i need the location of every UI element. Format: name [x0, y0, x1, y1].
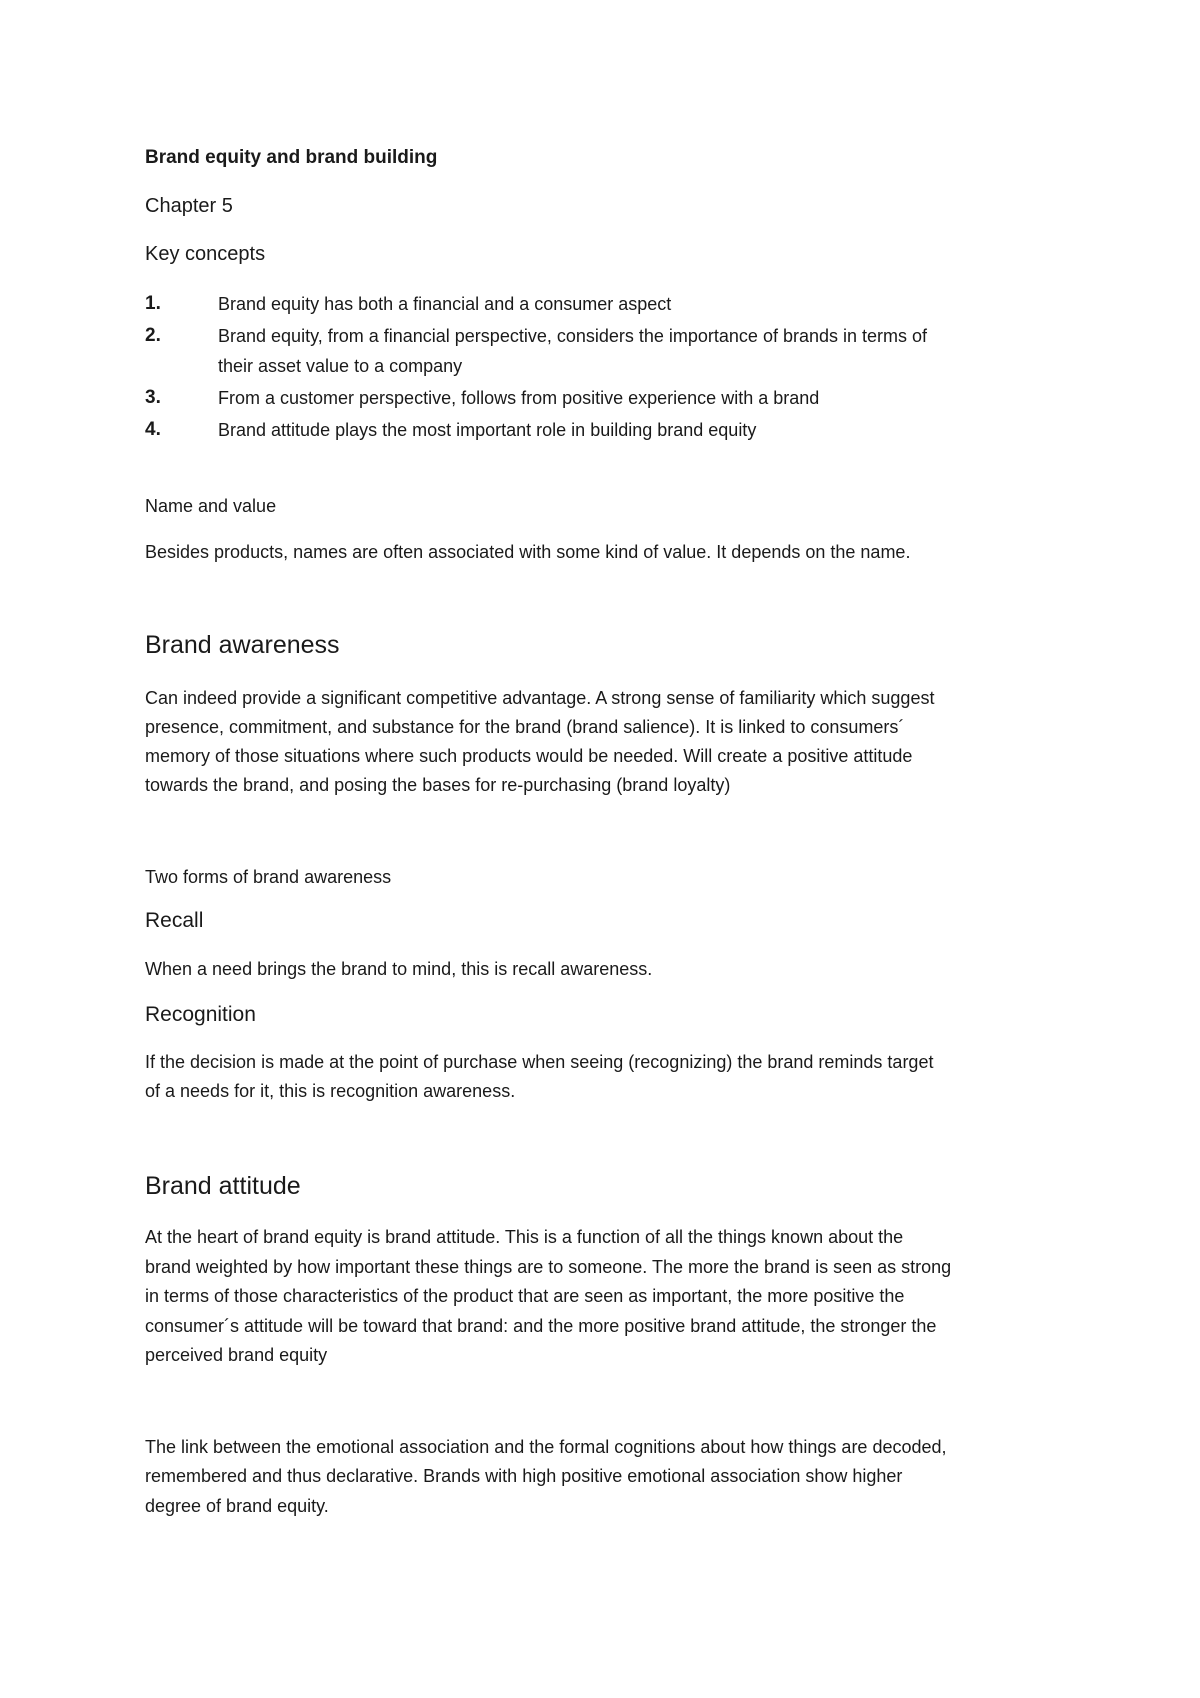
list-item-text: their asset value to a company: [218, 356, 463, 376]
key-concepts-heading: Key concepts: [145, 243, 266, 265]
paragraph-line: presence, commitment, and substance for the brand (brand salience). It is linked to consumers´: [145, 717, 905, 737]
list-item-text: From a customer perspective, follows from positive experience with a brand: [218, 388, 820, 408]
list-item-text: Brand equity has both a financial and a consumer aspect: [218, 294, 672, 314]
paragraph-line: degree of brand equity.: [145, 1496, 329, 1516]
document-title: Brand equity and brand building: [145, 147, 438, 168]
brand-attitude-heading: Brand attitude: [145, 1172, 301, 1200]
paragraph-line: towards the brand, and posing the bases for re-purchasing (brand loyalty): [145, 775, 731, 795]
paragraph-line: Can indeed provide a significant competitive advantage. A strong sense of familiarity which suggest: [145, 688, 935, 708]
brand-awareness-heading: Brand awareness: [145, 631, 340, 659]
recognition-heading: Recognition: [145, 1003, 256, 1026]
chapter-label: Chapter 5: [145, 195, 233, 217]
paragraph-line: of a needs for it, this is recognition awareness.: [145, 1081, 516, 1101]
name-value-text: Besides products, names are often associated with some kind of value. It depends on the name.: [145, 542, 911, 562]
name-value-heading: Name and value: [145, 496, 277, 516]
recall-text: When a need brings the brand to mind, this is recall awareness.: [145, 959, 653, 979]
paragraph-line: consumer´s attitude will be toward that brand: and the more positive brand attitude, the stronger the: [145, 1316, 937, 1336]
paragraph-line: memory of those situations where such products would be needed. Will create a positive attitude: [145, 746, 913, 766]
paragraph-line: perceived brand equity: [145, 1345, 328, 1365]
two-forms-heading: Two forms of brand awareness: [145, 867, 392, 887]
paragraph-line: brand weighted by how important these things are to someone. The more the brand is seen as strong: [145, 1257, 952, 1277]
list-number: 1.: [145, 293, 161, 314]
list-number: 3.: [145, 387, 161, 408]
paragraph-line: If the decision is made at the point of purchase when seeing (recognizing) the brand reminds target: [145, 1052, 934, 1072]
recall-heading: Recall: [145, 909, 204, 932]
paragraph-line: The link between the emotional association and the formal cognitions about how things are decoded,: [145, 1437, 947, 1457]
paragraph-line: in terms of those characteristics of the product that are seen as important, the more positive the: [145, 1286, 905, 1306]
list-number: 4.: [145, 419, 161, 440]
list-number: 2.: [145, 325, 161, 346]
paragraph-line: At the heart of brand equity is brand attitude. This is a function of all the things known about the: [145, 1227, 904, 1247]
list-item-text: Brand equity, from a financial perspective, considers the importance of brands in terms of: [218, 326, 928, 346]
paragraph-line: remembered and thus declarative. Brands with high positive emotional association show higher: [145, 1466, 903, 1486]
list-item-text: Brand attitude plays the most important role in building brand equity: [218, 420, 757, 440]
